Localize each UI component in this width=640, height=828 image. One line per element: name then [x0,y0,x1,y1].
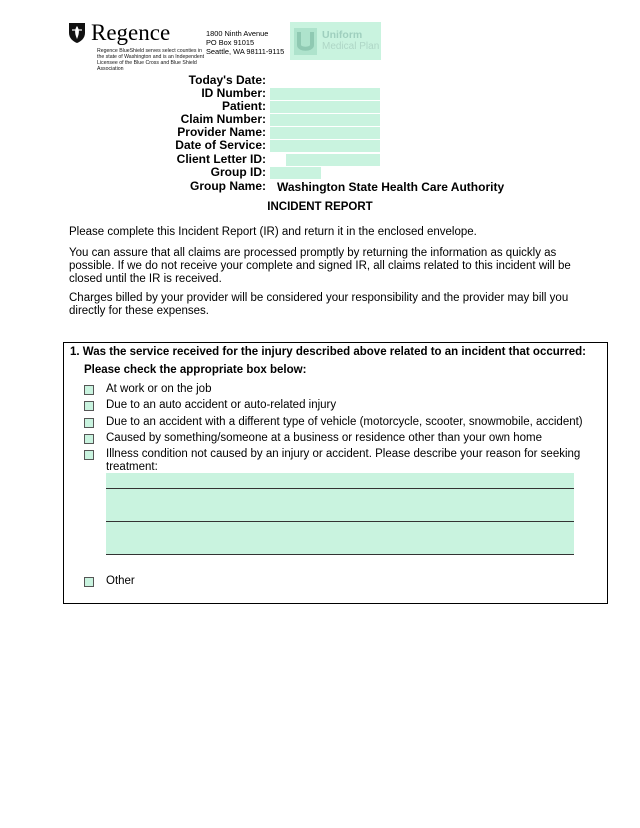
ump-logo-line1: Uniform [322,29,363,41]
group-name-label: Group Name: [189,179,266,193]
option-label-work: At work or on the job [106,383,212,395]
client-letter-id-label: Client Letter ID: [176,152,266,166]
date-of-service-field[interactable] [270,140,380,152]
instruction-paragraph: Please complete this Incident Report (IR) and return it in the enclosed envelope. [69,226,477,238]
option-label-business-residence: Caused by something/someone at a business or residence other than your own home [106,432,542,444]
uniform-medical-plan-logo [290,22,381,60]
provider-name-label: Provider Name: [177,125,266,139]
option-checkbox-auto[interactable] [84,401,94,411]
option-checkbox-illness[interactable] [84,450,94,460]
instruction-paragraph: Charges billed by your provider will be considered your responsibility and the provider may bill you directly for these expenses. [69,292,569,317]
claim-number-field[interactable] [270,114,380,126]
option-label-other-vehicle: Due to an accident with a different type of vehicle (motorcycle, scooter, snowmobile, accident) [106,416,583,428]
mailing-address [206,30,284,56]
group-name-value: Washington State Health Care Authority [277,180,505,194]
ump-logo-line2: Medical Plan [322,41,380,52]
date-of-service-label: Date of Service: [175,138,266,152]
id-number-field[interactable] [270,88,380,100]
client-letter-id-field[interactable] [286,154,380,166]
id-number-label: ID Number: [201,86,266,100]
option-label-auto: Due to an auto accident or auto-related injury [106,399,337,411]
question-1-instruction: Please check the appropriate box below: [84,364,307,376]
option-label-other: Other [106,575,135,587]
patient-field[interactable] [270,101,380,113]
report-title: INCIDENT REPORT [267,201,373,213]
description-line [106,554,574,555]
regence-shield-icon [68,22,86,44]
address-line: Seattle, WA 98111-9115 [206,46,285,56]
instruction-paragraph: You can assure that all claims are processed promptly by returning the information as quickly as possible. If we do not receive your complete and signed IR, all claims related to this incident will be closed until the IR is received. [69,247,571,285]
option-checkbox-other-vehicle[interactable] [84,418,94,428]
option-label-illness: Illness condition not caused by an injury or accident. Please describe your reason for seeking treatment: [106,448,581,473]
option-checkbox-other[interactable] [84,577,94,587]
regence-logo-text: Regence [91,20,171,45]
provider-name-field[interactable] [270,127,380,139]
logo-tagline: Regence BlueShield serves select counties in the state of Washington and is an Independent Licensee of the Blue Cross and Blue Shield Association [97,48,205,72]
question-1-section [63,342,608,604]
illness-description-field[interactable] [106,473,574,555]
description-line [106,521,574,522]
option-checkbox-business-residence[interactable] [84,434,94,444]
question-1-text: 1. Was the service received for the injury described above related to an incident that occurred: [70,346,586,358]
todays-date-label: Today's Date: [188,73,266,87]
patient-label: Patient: [221,99,266,113]
address-line: 1800 Ninth Avenue [206,29,269,38]
group-id-field[interactable] [270,167,321,179]
group-id-label: Group ID: [210,165,266,179]
description-line [106,488,574,489]
address-line: PO Box 91015 [206,37,255,47]
ump-u-icon [294,28,317,55]
option-checkbox-work[interactable] [84,385,94,395]
claim-number-label: Claim Number: [180,112,266,126]
